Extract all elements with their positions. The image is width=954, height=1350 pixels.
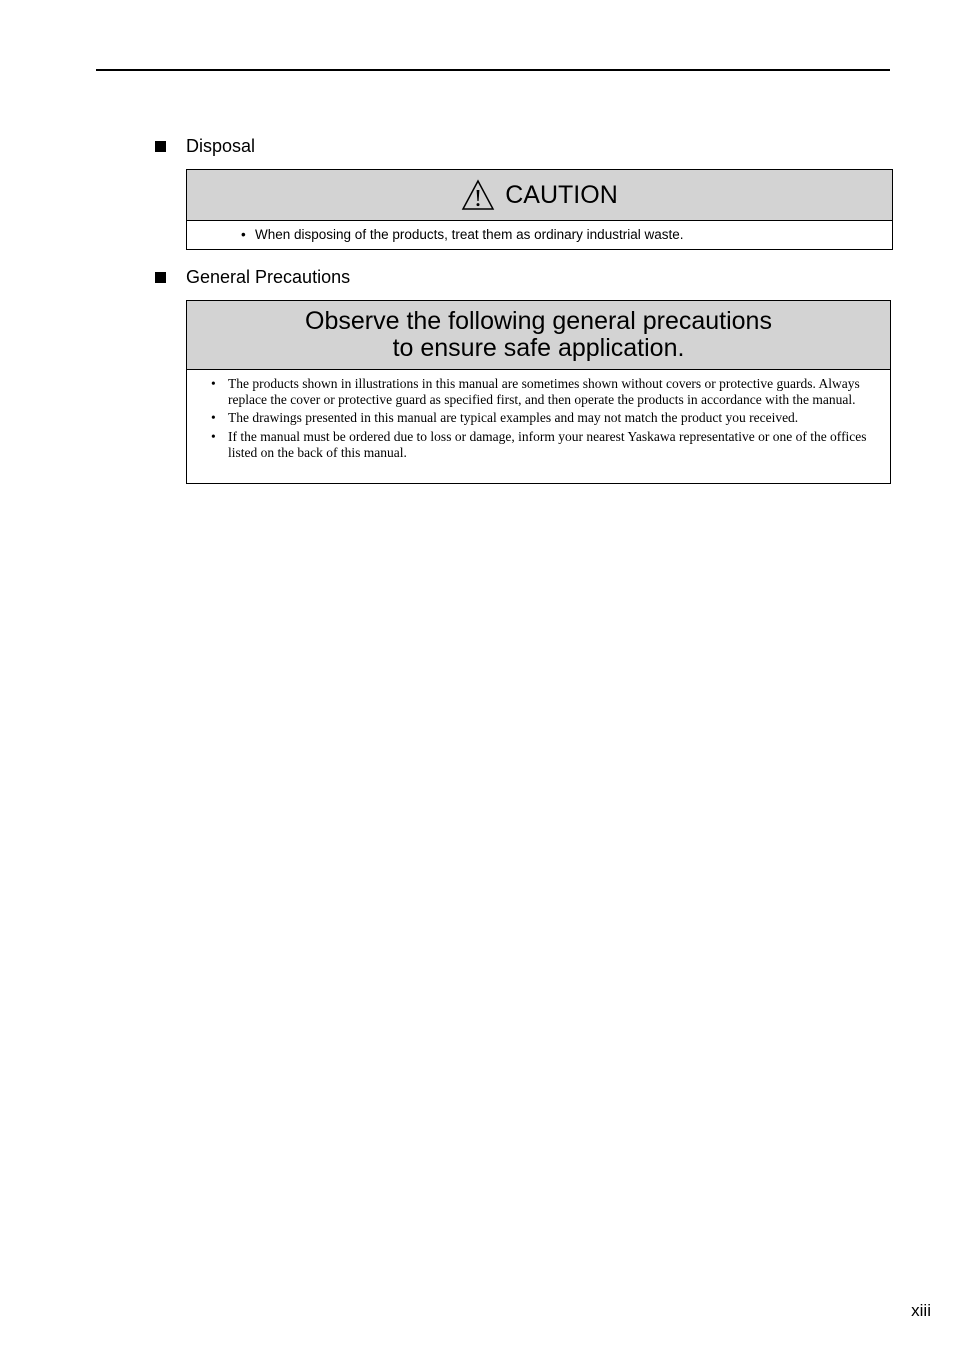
square-bullet-icon: [155, 141, 166, 152]
bullet-icon: •: [211, 376, 216, 391]
caution-body: [187, 221, 892, 243]
general-title-line2: to ensure safe application.: [392, 334, 685, 362]
disposal-item-text: When disposing of the products, treat them as ordinary industrial waste.: [255, 227, 684, 242]
page-number: xiii: [911, 1301, 931, 1320]
bullet-icon: •: [211, 410, 216, 426]
section-heading-general: [155, 266, 350, 288]
square-bullet-icon: [155, 272, 166, 283]
bullet-icon: •: [211, 428, 216, 444]
general-item-text: The products shown in illustrations in this manual are sometimes shown without covers or protective guards. Always replace the cover or protective guard as specified first, and then operate the products in accordance with the manual.: [228, 376, 860, 408]
bullet-icon: •: [241, 227, 246, 242]
caution-label: CAUTION: [505, 181, 618, 209]
caution-box: [186, 169, 893, 250]
general-item-text: The drawings presented in this manual are typical examples and may not match the product you received.: [228, 410, 799, 426]
list-item: [211, 376, 876, 408]
general-heading-text: General Precautions: [186, 267, 351, 287]
caution-header: [187, 170, 892, 221]
list-item: [211, 410, 876, 426]
disposal-heading-text: Disposal: [186, 136, 256, 156]
general-precautions-box: [186, 300, 891, 484]
list-item: [211, 429, 876, 461]
section-heading-disposal: [155, 135, 255, 157]
general-item-text: If the manual must be ordered due to loss or damage, inform your nearest Yaskawa representative or one of the offices listed on the back of this manual.: [228, 428, 867, 460]
list-item: [241, 227, 892, 243]
general-precautions-header: [187, 301, 890, 370]
header-rule: [96, 69, 890, 71]
general-precautions-body: [187, 370, 890, 461]
general-title-line1: Observe the following general precautions: [305, 307, 772, 335]
warning-triangle-icon: [461, 179, 495, 211]
